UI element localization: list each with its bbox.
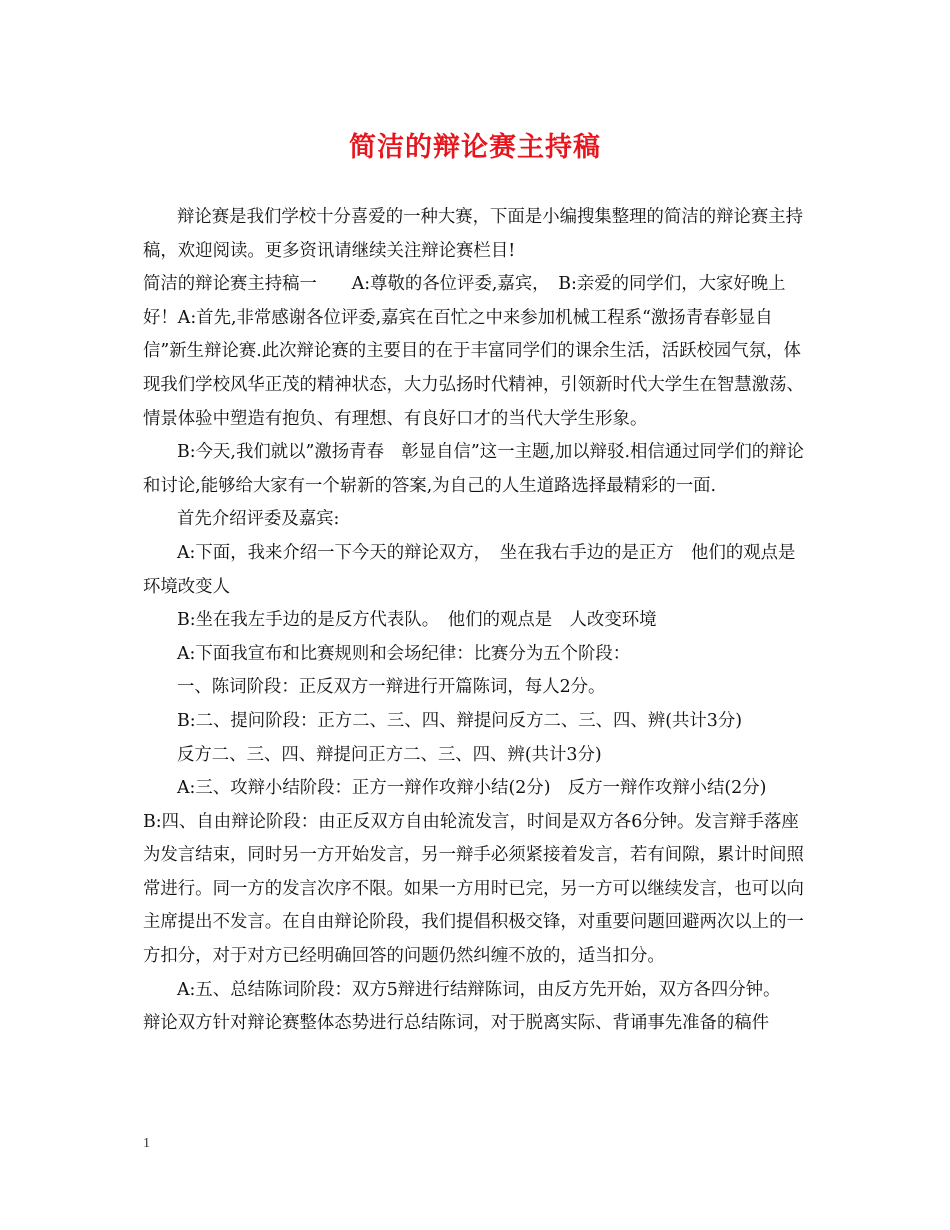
paragraph-stage-two-negative: 反方二、三、四、辩提问正方二、三、四、辨(共计3分)	[177, 744, 602, 765]
paragraph-theme: B:今天,我们就以”激扬青春 彰显自信”这一主题,加以辩驳.相信通过同学们的辩论和讨论,能够给大家有一个崭新的答案,为自己的人生道路选择最精彩的一面.	[143, 442, 804, 496]
paragraph-stage-two: B:二、提问阶段：正方二、三、四、辩提问反方二、三、四、辨(共计3分)	[177, 710, 742, 731]
paragraph-closing: 辩论双方针对辩论赛整体态势进行总结陈词，对于脱离实际、背诵事先准备的稿件	[143, 1013, 770, 1034]
paragraph-judges: 首先介绍评委及嘉宾:	[177, 509, 340, 530]
page-number: 1	[143, 1136, 150, 1151]
paragraph-stage-four: B:四、自由辩论阶段：由正反双方自由轮流发言，时间是双方各6分钟。发言辩手落座为发言结束，同时另一方开始发言，另一辩手必须紧接着发言，若有间隙，累计时间照常进行。同一方的发言次序不限。如果一方用时已完，另一方可以继续发言，也可以向主席提出不发言。在自由辩论阶段，我们提倡积极交锋，对重要问题回避两次以上的一方扣分，对于对方已经明确回答的问题仍然纠缠不放的，适当扣分。	[143, 811, 804, 967]
paragraph-intro: 辩论赛是我们学校十分喜爱的一种大赛，下面是小编搜集整理的简洁的辩论赛主持稿，欢迎阅读。更多资讯请继续关注辩论赛栏目!	[143, 207, 804, 261]
paragraph-negative: B:坐在我左手边的是反方代表队。 他们的观点是 人改变环境	[177, 610, 657, 631]
document-body	[143, 201, 811, 1041]
paragraph-rules: A:下面我宣布和比赛规则和会场纪律：比赛分为五个阶段：	[177, 643, 631, 664]
document-title: 简洁的辩论赛主持稿	[349, 132, 601, 163]
paragraph-stage-five: A:五、总结陈词阶段：双方5辩进行结辩陈词，由反方先开始，双方各四分钟。	[177, 979, 781, 1000]
paragraph-stage-one: 一、陈词阶段：正反双方一辩进行开篇陈词，每人2分。	[177, 677, 606, 698]
paragraph-stage-three: A:三、攻辩小结阶段：正方一辩作攻辩小结(2分) 反方一辩作攻辩小结(2分)	[177, 778, 767, 799]
paragraph-affirmative: A:下面，我来介绍一下今天的辩论双方， 坐在我右手边的是正方 他们的观点是 环境改变人	[143, 542, 813, 597]
paragraph-opening: 简洁的辩论赛主持稿一 A:尊敬的各位评委,嘉宾， B:亲爱的同学们，大家好晚上好！A:首先,非常感谢各位评委,嘉宾在百忙之中来参加机械工程系“激扬青春彰显自信”新生辩论赛.此次辩论赛的主要目的在于丰富同学们的课余生活，活跃校园气氛，体现我们学校风华正茂的精神状态，大力弘扬时代精神，引领新时代大学生在智慧激荡、情景体验中塑造有抱负、有理想、有良好口才的当代大学生形象。	[143, 274, 804, 429]
